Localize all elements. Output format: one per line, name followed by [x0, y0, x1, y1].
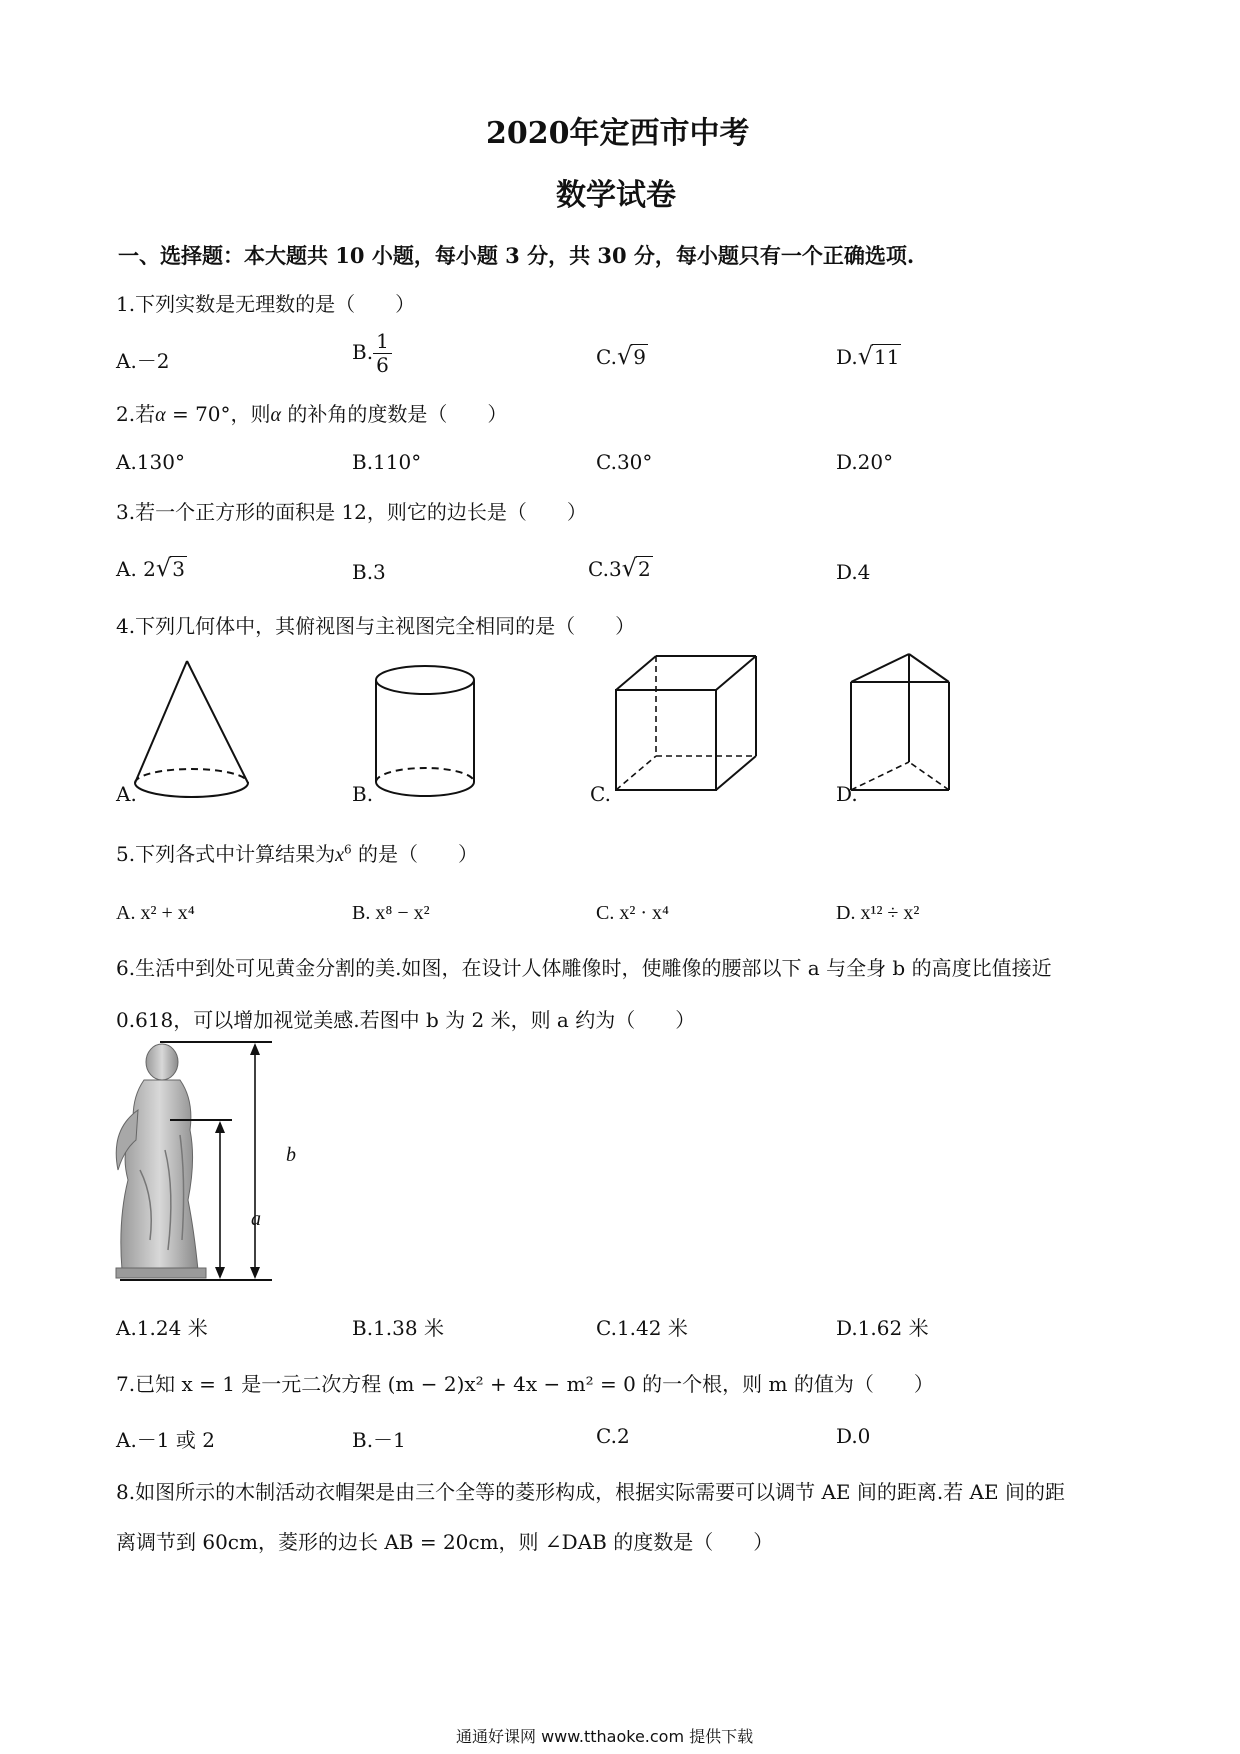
- question-2-stem: [116, 398, 507, 427]
- q4-option-a: A.: [116, 782, 137, 806]
- q3-option-a: [116, 554, 187, 582]
- q2-stem-equation: = 70°，则: [165, 402, 271, 426]
- question-5-stem: [116, 838, 478, 867]
- cone-figure: [130, 655, 270, 805]
- q7-option-b: B.－1: [352, 1428, 406, 1452]
- question-3-stem: 3.若一个正方形的面积是 12，则它的边长是（ ）: [116, 500, 587, 524]
- q2-option-c: C.30°: [596, 450, 653, 474]
- q1-option-c-radicand: 9: [633, 345, 646, 369]
- exam-subtitle: 数学试卷: [556, 178, 676, 213]
- q5-stem-prefix: 5.下列各式中计算结果为: [116, 842, 336, 866]
- q7-option-c: C.2: [596, 1424, 630, 1448]
- q3-option-a-prefix: A. 2: [116, 557, 156, 581]
- q2-stem-suffix: 的补角的度数是（ ）: [281, 402, 508, 426]
- fraction-numerator: 1: [373, 330, 392, 354]
- q6-option-b: B.1.38 米: [352, 1316, 444, 1340]
- question-1-stem: 1.下列实数是无理数的是（ ）: [116, 292, 416, 316]
- q1-option-b-prefix: B.: [352, 340, 374, 364]
- statue-label-b: b: [286, 1144, 296, 1166]
- q6-option-c: C.1.42 米: [596, 1316, 688, 1340]
- cube-figure: [610, 650, 770, 800]
- q3-option-b: B.3: [352, 560, 386, 584]
- radical-icon: √: [621, 554, 637, 582]
- q3-option-c-prefix: C.3: [588, 557, 622, 581]
- q6-option-d: D.1.62 米: [836, 1316, 929, 1340]
- q5-option-a: A. x² + x⁴: [116, 902, 195, 924]
- q5-option-b: B. x⁸ − x²: [352, 902, 430, 924]
- q3-option-d: D.4: [836, 560, 871, 584]
- q1-option-a: A.－2: [116, 349, 170, 373]
- q5-stem-x: x: [335, 844, 344, 866]
- question-7-stem: 7.已知 x = 1 是一元二次方程 (m − 2)x² + 4x − m² = 0 的一个根，则 m 的值为（ ）: [116, 1372, 934, 1396]
- q5-option-c: C. x² · x⁴: [596, 902, 669, 924]
- q7-option-a: A.－1 或 2: [116, 1428, 215, 1452]
- question-6-line-2: 0.618，可以增加视觉美感.若图中 b 为 2 米，则 a 约为（ ）: [116, 1008, 696, 1032]
- q7-option-d: D.0: [836, 1424, 871, 1448]
- question-8-line-1: 8.如图所示的木制活动衣帽架是由三个全等的菱形构成，根据实际需要可以调节 AE 间的距离.若 AE 间的距: [116, 1480, 1065, 1504]
- section-header: 一、选择题：本大题共 10 小题，每小题 3 分，共 30 分，每小题只有一个正确选项.: [118, 243, 915, 268]
- q1-option-c: [596, 342, 648, 370]
- exam-title: 2020年定西市中考: [486, 116, 750, 151]
- radical-icon: √: [616, 342, 633, 370]
- q1-option-b: [352, 330, 392, 377]
- q4-option-c: C.: [590, 782, 611, 806]
- q5-option-d: D. x¹² ÷ x²: [836, 902, 920, 924]
- radical-icon: √: [857, 342, 873, 370]
- q4-option-b: B.: [352, 782, 374, 806]
- q2-option-a: A.130°: [116, 450, 185, 474]
- cylinder-figure: [370, 660, 490, 810]
- q3-option-c: [588, 554, 653, 582]
- q2-stem-prefix: 2.若: [116, 402, 156, 426]
- fraction-denominator: 6: [376, 353, 389, 377]
- q4-option-d: D.: [836, 782, 858, 806]
- q3-option-c-radicand: 2: [637, 557, 651, 581]
- q3-option-a-radicand: 3: [172, 557, 185, 581]
- q5-stem-exponent: 6: [343, 842, 352, 857]
- q2-alpha-2: α: [270, 404, 282, 426]
- page-footer-watermark: 通通好课网 www.tthaoke.com 提供下载: [456, 1727, 754, 1746]
- q1-option-c-prefix: C.: [596, 345, 617, 369]
- radical-icon: √: [155, 554, 172, 582]
- q2-option-d: D.20°: [836, 450, 894, 474]
- q2-option-b: B.110°: [352, 450, 422, 474]
- q1-option-d-prefix: D.: [836, 345, 858, 369]
- question-6-line-1: 6.生活中到处可见黄金分割的美.如图，在设计人体雕像时，使雕像的腰部以下 a 与全身 b 的高度比值接近: [116, 956, 1052, 980]
- prism-figure: [845, 650, 965, 800]
- q1-option-d: [836, 342, 901, 370]
- q2-alpha: α: [155, 404, 166, 426]
- q5-stem-suffix: 的是（ ）: [351, 842, 478, 866]
- q6-option-a: A.1.24 米: [116, 1316, 208, 1340]
- question-4-stem: 4.下列几何体中，其俯视图与主视图完全相同的是（ ）: [116, 614, 636, 638]
- q1-option-d-radicand: 11: [873, 345, 900, 369]
- question-8-line-2: 离调节到 60cm，菱形的边长 AB = 20cm，则 ∠DAB 的度数是（ ）: [116, 1530, 774, 1554]
- q1-option-b-fraction: [373, 330, 392, 377]
- statue-label-a: a: [251, 1208, 261, 1230]
